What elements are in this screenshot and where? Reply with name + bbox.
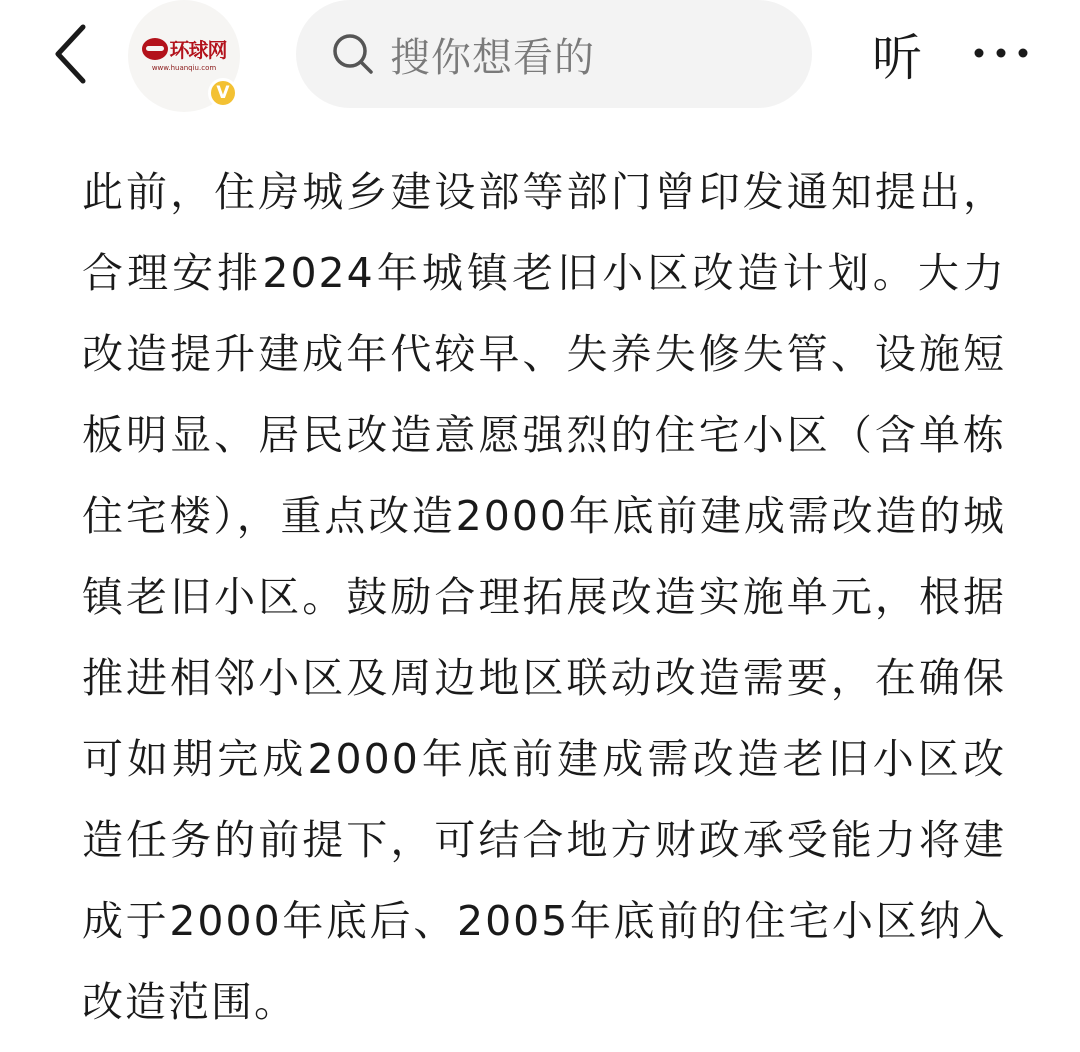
article-paragraph: 此前，住房城乡建设部等部门曾印发通知提出，合理安排2024年城镇老旧小区改造计划。大力改造提升建成年代较早、失养失修失管、设施短板明显、居民改造意愿强烈的住宅小区（含单栋住宅楼），重点改造2000年底前建成需改造的城镇老旧小区。鼓励合理拓展改造实施单元，根据推进相邻小区及周边地区联动改造需要，在确保可如期完成2000年底前建成需改造老旧小区改造任务的前提下，可结合地方财政承受能力将建成于2000年底后、2005年底前的住宅小区纳入改造范围。 bbox=[82, 168, 1006, 1026]
logo-text: 环球网 bbox=[169, 38, 227, 62]
more-button[interactable] bbox=[966, 20, 1036, 86]
search-placeholder: 搜你想看的 bbox=[390, 34, 595, 81]
back-button[interactable] bbox=[40, 18, 100, 90]
account-avatar[interactable] bbox=[126, 0, 244, 112]
huanqiu-logo bbox=[142, 34, 227, 72]
logo-mark-icon bbox=[142, 38, 168, 60]
more-horizontal-icon bbox=[971, 47, 1031, 59]
top-bar bbox=[0, 0, 1080, 112]
search-icon bbox=[330, 31, 376, 77]
verified-badge: V bbox=[208, 78, 238, 108]
chevron-left-icon bbox=[53, 23, 87, 85]
listen-button[interactable]: 听 bbox=[872, 29, 922, 87]
search-input[interactable] bbox=[296, 0, 812, 108]
logo-url: www.huanqiu.com bbox=[151, 64, 217, 72]
